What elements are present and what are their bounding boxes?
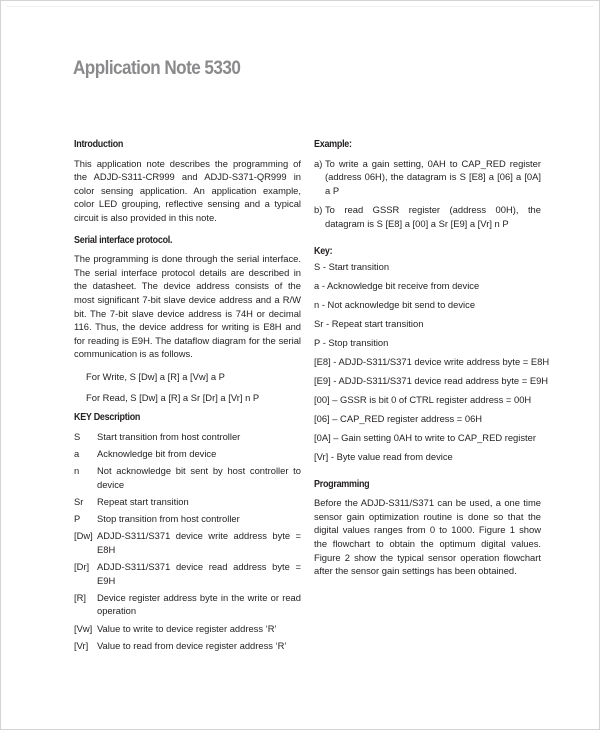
key-item: S - Start transition bbox=[314, 261, 390, 273]
programming-heading: Programming bbox=[314, 478, 370, 490]
example-label: b) bbox=[314, 204, 323, 216]
key-description-row bbox=[74, 512, 301, 526]
key-symbol: [Dr] bbox=[74, 561, 90, 572]
key-description-row bbox=[74, 447, 301, 461]
left-column bbox=[74, 138, 301, 656]
key-description-list bbox=[74, 430, 301, 653]
key-meaning: Value to read from device register address ‘R’ bbox=[97, 639, 287, 651]
key-meaning: Acknowledge bit from device bbox=[97, 447, 217, 459]
write-formula: For Write, S [Dw] a [R] a [Vw] a P bbox=[86, 370, 225, 382]
key-symbol: Sr bbox=[74, 495, 84, 507]
key-item: Sr - Repeat start transition bbox=[314, 318, 424, 330]
example-label: a) bbox=[314, 157, 323, 169]
example-item bbox=[314, 203, 541, 230]
key-item: [E9] - ADJD-S311/S371 device read address byte = E9H bbox=[314, 375, 549, 387]
serial-interface-heading: Serial interface protocol. bbox=[74, 234, 173, 246]
serial-interface-paragraph: The programming is done through the serial interface. The serial interface protocol details are described in the datasheet. The device address consists of the most significant 7-bit slave device address and a R/W bit. The 7-bit slave device address is 74H or decimal 116. Thus, the device address for writing is E8H and for reading is E9H. The dataflow diagram for the serial communication is as follows. bbox=[74, 253, 301, 360]
key-meaning: Start transition from host controller bbox=[97, 430, 241, 442]
key-item: [00] – GSSR is bit 0 of CTRL register address = 00H bbox=[314, 394, 532, 406]
key-description-row bbox=[74, 560, 301, 587]
key-meaning: Device register address byte in the write or read operation bbox=[97, 591, 301, 617]
document-title: Application Note 5330 bbox=[73, 58, 241, 79]
key-item: [06] – CAP_RED register address = 06H bbox=[314, 413, 483, 425]
key-item: [0A] – Gain setting 0AH to write to CAP_RED register bbox=[314, 432, 536, 444]
key-item: n - Not acknowledge bit send to device bbox=[314, 299, 476, 311]
key-symbol: P bbox=[74, 513, 81, 525]
key-item: [Vr] - Byte value read from device bbox=[314, 451, 453, 462]
key-heading: Key: bbox=[314, 245, 333, 257]
key-description-row bbox=[74, 622, 301, 636]
key-symbol: a bbox=[74, 447, 80, 459]
key-item: a - Acknowledge bit receive from device bbox=[314, 280, 480, 292]
example-text: To write a gain setting, 0AH to CAP_RED register (address 06H), the datagram is S [E8] a [06] a [0A] a P bbox=[325, 157, 541, 196]
key-symbol: [R] bbox=[74, 591, 86, 603]
key-item: [E8] - ADJD-S311/S371 device write address byte = E8H bbox=[314, 356, 550, 368]
key-description-row bbox=[74, 464, 301, 491]
dataflow-formulas bbox=[86, 370, 301, 404]
key-list bbox=[314, 260, 550, 463]
key-description-row bbox=[74, 529, 301, 556]
key-meaning: ADJD-S311/S371 device read address byte = E9H bbox=[97, 561, 301, 586]
key-item: P - Stop transition bbox=[314, 337, 389, 349]
key-meaning: Value to write to device register address ‘R’ bbox=[97, 622, 277, 634]
key-description-heading: KEY Description bbox=[74, 412, 141, 424]
key-meaning: Not acknowledge bit sent by host controller to device bbox=[97, 465, 301, 490]
right-column bbox=[314, 138, 550, 587]
key-meaning: ADJD-S311/S371 device write address byte = E8H bbox=[97, 530, 301, 555]
key-description-row bbox=[74, 591, 301, 618]
introduction-heading: Introduction bbox=[74, 139, 124, 150]
key-symbol: [Dw] bbox=[74, 530, 93, 542]
key-description-row bbox=[74, 430, 301, 444]
programming-paragraph: Before the ADJD-S311/S371 can be used, a one time sensor gain optimization routine is done so that the digital values ranges from 0 to 1000. Figure 1 show the flowchart to obtain the optimum digital values. Figure 2 show the typical sensor operation flowchart after the sensor gain settings has been obtained. bbox=[314, 497, 541, 577]
key-symbol: [Vw] bbox=[74, 622, 93, 634]
key-symbol: S bbox=[74, 430, 81, 442]
page-top-rule bbox=[6, 6, 594, 7]
introduction-paragraph: This application note describes the programming of the ADJD-S311-CR999 and ADJD-S371-QR999 in color sensing application. An application example, color LED grouping, reflective sensing and a typical circuit is also provided in this note. bbox=[74, 157, 301, 223]
example-text: To read GSSR register (address 00H), the datagram is S [E8] a [00] a Sr [E9] a [Vr] n P bbox=[325, 204, 541, 229]
key-symbol: [Vr] bbox=[74, 639, 89, 651]
key-meaning: Repeat start transition bbox=[97, 495, 189, 507]
read-formula: For Read, S [Dw] a [R] a Sr [Dr] a [Vr] n P bbox=[86, 391, 260, 403]
key-description-row bbox=[74, 495, 301, 509]
key-symbol: n bbox=[74, 465, 80, 477]
key-description-row bbox=[74, 639, 301, 653]
example-item bbox=[314, 157, 541, 198]
key-meaning: Stop transition from host controller bbox=[97, 513, 240, 525]
example-heading: Example: bbox=[314, 139, 352, 150]
